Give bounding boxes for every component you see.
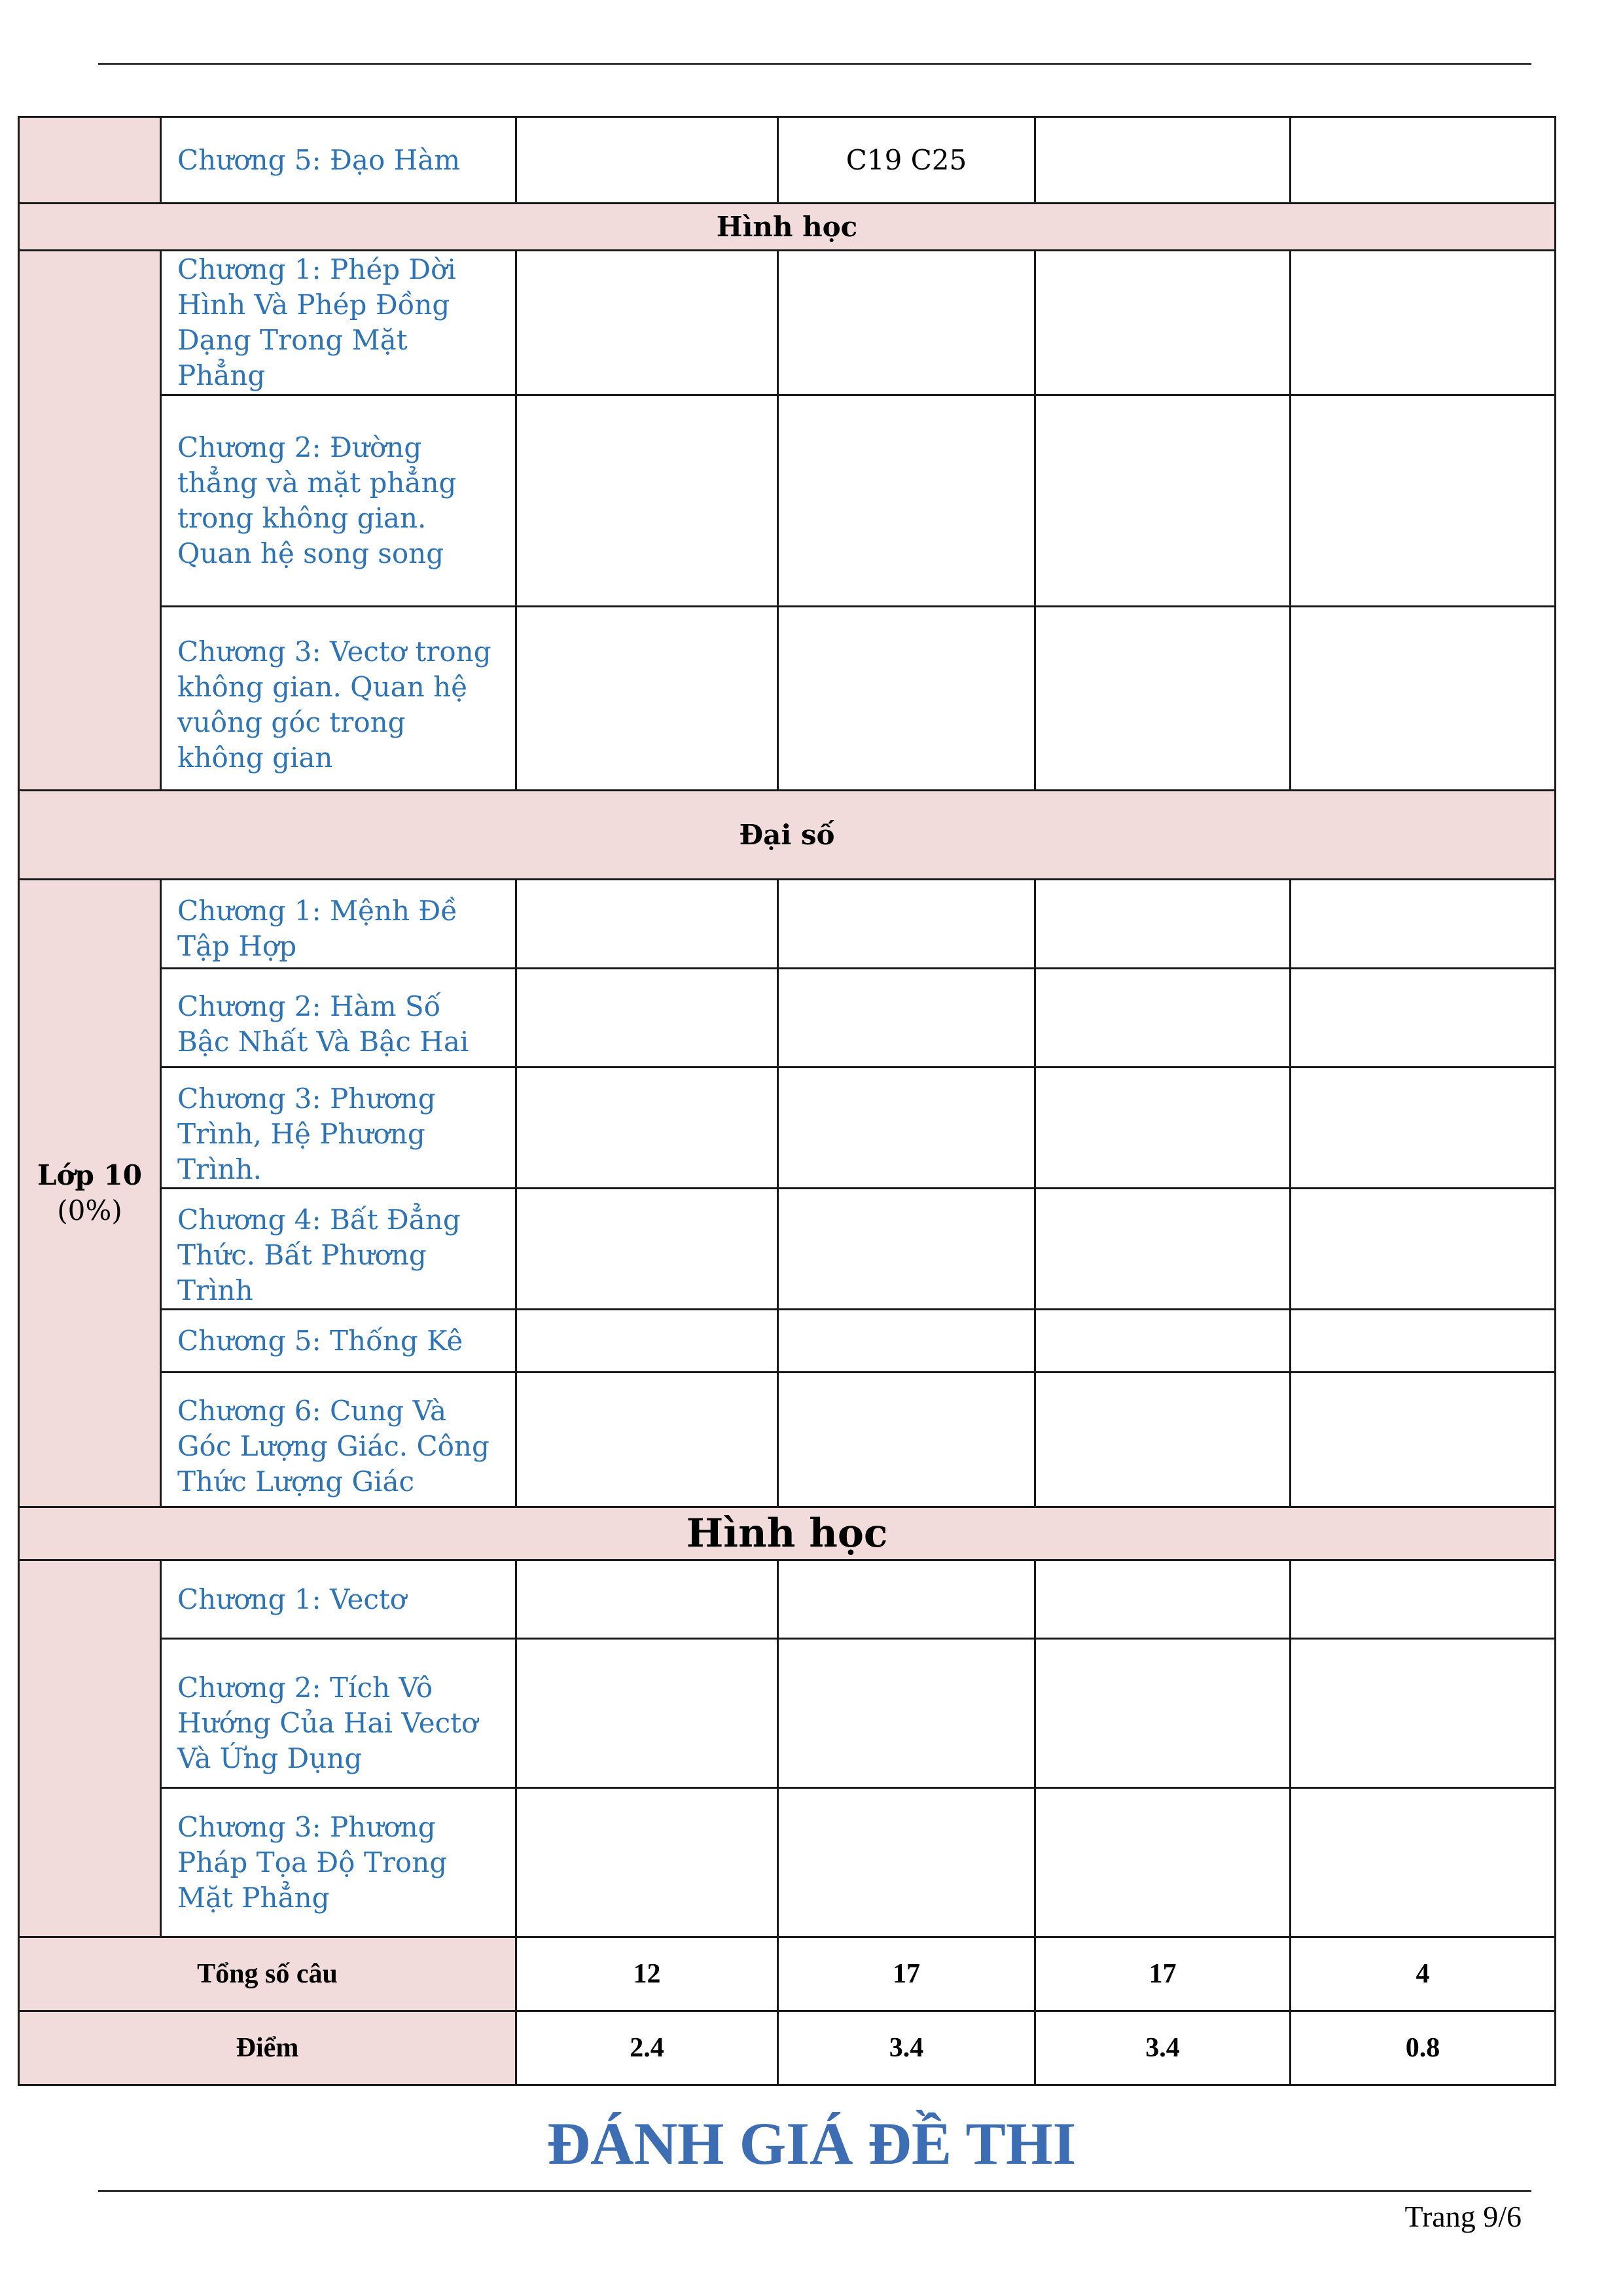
- level-cell: [1035, 1372, 1291, 1507]
- level-cell: [516, 880, 778, 969]
- grade-cell: [19, 251, 161, 791]
- level-cell: [1291, 1310, 1556, 1372]
- section-row: [19, 791, 1556, 880]
- level-cell: [1035, 607, 1291, 791]
- level-cell: [778, 607, 1035, 791]
- table-row: [19, 1372, 1556, 1507]
- level-cell: [778, 251, 1035, 395]
- level-cell: [778, 1372, 1035, 1507]
- grade-cell: [19, 1560, 161, 1937]
- level-cell: [516, 607, 778, 791]
- table-row: [19, 117, 1556, 204]
- table-row: [19, 969, 1556, 1067]
- level-cell: [1291, 251, 1556, 395]
- level-cell: [1291, 607, 1556, 791]
- level-cell: [1035, 1189, 1291, 1310]
- chapter-cell: Chương 1: Mệnh Đề Tập Hợp: [161, 880, 516, 969]
- chapter-cell: Chương 5: Đạo Hàm: [161, 117, 516, 204]
- section-row: [19, 1507, 1556, 1560]
- score-value: 2.4: [516, 2011, 778, 2085]
- page-number: Trang 9/6: [1404, 2200, 1522, 2233]
- level-cell: [516, 1639, 778, 1788]
- level-cell: [778, 395, 1035, 607]
- level-cell: [1035, 251, 1291, 395]
- level-cell: [778, 1189, 1035, 1310]
- chapter-cell: Chương 5: Thống Kê: [161, 1310, 516, 1372]
- chapter-cell: Chương 1: Phép Dời Hình Và Phép Đồng Dạng Trong Mặt Phẳng: [161, 251, 516, 395]
- grade-label: Lớp 10: [37, 1159, 142, 1191]
- level-cell: [1035, 1067, 1291, 1189]
- score-label: Điểm: [19, 2011, 516, 2085]
- total-value: 12: [516, 1937, 778, 2011]
- level-cell: [778, 880, 1035, 969]
- score-value: 3.4: [778, 2011, 1035, 2085]
- level-cell: [1291, 117, 1556, 204]
- level-cell: [516, 251, 778, 395]
- level-cell: [1291, 1639, 1556, 1788]
- level-cell: [1035, 117, 1291, 204]
- level-cell: [516, 117, 778, 204]
- level-cell: [1291, 969, 1556, 1067]
- section-title: Đại số: [19, 791, 1556, 880]
- score-row: [19, 2011, 1556, 2085]
- score-value: 0.8: [1291, 2011, 1556, 2085]
- table-row: [19, 1310, 1556, 1372]
- level-cell: [778, 1639, 1035, 1788]
- total-value: 17: [1035, 1937, 1291, 2011]
- grade-percent: (0%): [57, 1194, 122, 1227]
- footer-rule: [98, 2190, 1531, 2192]
- level-cell: [1291, 1560, 1556, 1639]
- level-cell: [1291, 1189, 1556, 1310]
- chapter-cell: Chương 2: Hàm Số Bậc Nhất Và Bậc Hai: [161, 969, 516, 1067]
- chapter-cell: Chương 3: Phương Pháp Tọa Độ Trong Mặt Phẳng: [161, 1788, 516, 1937]
- level-cell: [516, 1788, 778, 1937]
- totals-label: Tổng số câu: [19, 1937, 516, 2011]
- chapter-cell: Chương 1: Vectơ: [161, 1560, 516, 1639]
- table-row: [19, 395, 1556, 607]
- chapter-cell: Chương 3: Vectơ trong không gian. Quan hệ vuông góc trong không gian: [161, 607, 516, 791]
- exam-matrix-table: [18, 116, 1556, 2086]
- level-cell: [516, 395, 778, 607]
- chapter-cell: Chương 4: Bất Đẳng Thức. Bất Phương Trình: [161, 1189, 516, 1310]
- level-cell: [778, 969, 1035, 1067]
- level-cell: [1035, 969, 1291, 1067]
- level-cell: [778, 1067, 1035, 1189]
- level-cell: C19 C25: [778, 117, 1035, 204]
- grade-cell: [19, 880, 161, 1507]
- level-cell: [1291, 395, 1556, 607]
- total-value: 4: [1291, 1937, 1556, 2011]
- level-cell: [1291, 880, 1556, 969]
- score-value: 3.4: [1035, 2011, 1291, 2085]
- level-cell: [1291, 1372, 1556, 1507]
- totals-row: [19, 1937, 1556, 2011]
- chapter-cell: Chương 2: Đường thẳng và mặt phẳng trong không gian. Quan hệ song song: [161, 395, 516, 607]
- level-cell: [516, 1310, 778, 1372]
- level-cell: [1035, 1560, 1291, 1639]
- section-row: [19, 204, 1556, 251]
- table-row: [19, 1189, 1556, 1310]
- level-cell: [778, 1788, 1035, 1937]
- level-cell: [516, 1560, 778, 1639]
- level-cell: [778, 1310, 1035, 1372]
- level-cell: [516, 1372, 778, 1507]
- table-row: [19, 1788, 1556, 1937]
- level-cell: [1291, 1067, 1556, 1189]
- table-row: [19, 1560, 1556, 1639]
- section-title: Hình học: [19, 204, 1556, 251]
- table-row: [19, 607, 1556, 791]
- level-cell: [1035, 880, 1291, 969]
- level-cell: [1035, 395, 1291, 607]
- grade-cell: [19, 117, 161, 204]
- level-cell: [1291, 1788, 1556, 1937]
- table-row: [19, 1639, 1556, 1788]
- level-cell: [1035, 1310, 1291, 1372]
- header-rule: [98, 63, 1531, 65]
- chapter-cell: Chương 3: Phương Trình, Hệ Phương Trình.: [161, 1067, 516, 1189]
- total-value: 17: [778, 1937, 1035, 2011]
- table-row: [19, 1067, 1556, 1189]
- section-title: Hình học: [19, 1507, 1556, 1560]
- table-row: [19, 880, 1556, 969]
- chapter-cell: Chương 6: Cung Và Góc Lượng Giác. Công Thức Lượng Giác: [161, 1372, 516, 1507]
- chapter-cell: Chương 2: Tích Vô Hướng Của Hai Vectơ Và Ứng Dụng: [161, 1639, 516, 1788]
- evaluation-title: ĐÁNH GIÁ ĐỀ THI: [546, 2110, 1077, 2177]
- level-cell: [1035, 1788, 1291, 1937]
- level-cell: [516, 969, 778, 1067]
- level-cell: [516, 1067, 778, 1189]
- level-cell: [778, 1560, 1035, 1639]
- level-cell: [516, 1189, 778, 1310]
- table-row: [19, 251, 1556, 395]
- level-cell: [1035, 1639, 1291, 1788]
